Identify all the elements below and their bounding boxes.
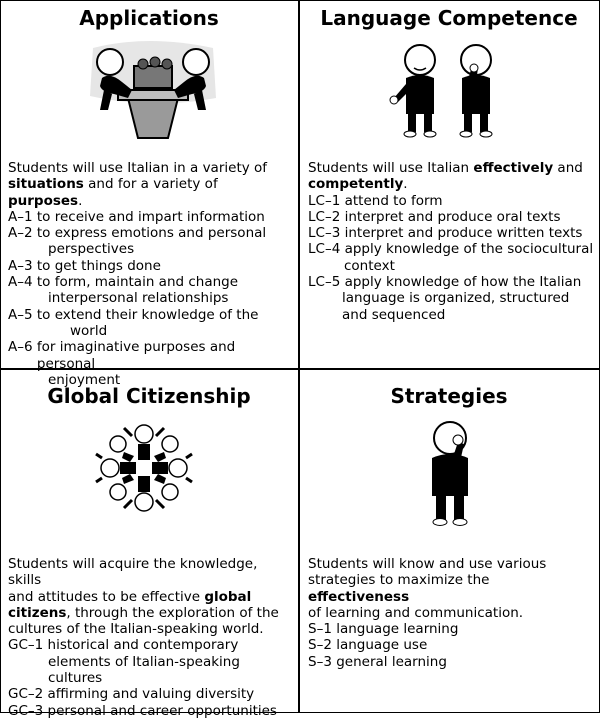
list-item: A–1 to receive and impart information [8, 208, 265, 225]
people-at-table-illustration [88, 38, 218, 146]
list-item: LC–2 interpret and produce oral texts [308, 208, 561, 225]
list-item: GC–1 historical and contemporary [8, 637, 239, 654]
strategies-intro-line2: strategies to maximize the effectiveness [308, 572, 490, 605]
list-item: GC–3 personal and career opportunities [8, 702, 277, 719]
list-item: GC–2 affirming and valuing diversity [8, 686, 255, 703]
list-item-continued: enjoyment [48, 371, 121, 388]
list-item-continued: language is organized, structured [342, 290, 570, 307]
list-item: A–6 for imaginative purposes and personal [8, 339, 236, 372]
list-item-continued: context [344, 257, 395, 274]
list-item: S–2 language use [308, 637, 428, 654]
list-item-continued: perspectives [48, 241, 135, 258]
applications-text [8, 160, 294, 388]
applications-intro: Students will use Italian in a variety of situations and for a variety of purposes. [8, 160, 268, 209]
list-item: LC–3 interpret and produce written texts [308, 225, 583, 242]
global-citizenship-text [8, 556, 294, 719]
global-citizenship-intro-line1: Students will acquire the knowledge, skills [8, 556, 258, 589]
list-item-continued: and sequenced [342, 306, 446, 323]
two-people-talking-illustration [388, 40, 508, 140]
global-citizenship-panel [0, 370, 298, 719]
global-citizenship-intro-line2: and attitudes to be effective global [8, 588, 252, 605]
list-item: S–1 language learning [308, 621, 459, 638]
list-item-continued: interpersonal relationships [48, 290, 229, 307]
list-item: S–3 general learning [308, 653, 447, 670]
strategies-panel [300, 370, 598, 713]
language-competence-intro-line2: competently. [308, 176, 408, 193]
thinking-person-illustration [418, 420, 482, 528]
list-item: A–2 to express emotions and personal [8, 225, 267, 242]
list-item-continued: elements of Italian-speaking cultures [48, 653, 240, 687]
list-item: LC–4 apply knowledge of the sociocultural [308, 241, 594, 258]
list-item: A–4 to form, maintain and change [8, 274, 239, 291]
global-citizenship-intro-line3: citizens, through the exploration of the [8, 604, 279, 621]
global-citizenship-intro-line4: cultures of the Italian-speaking world. [8, 621, 264, 638]
list-item: A–5 to extend their knowledge of the [8, 306, 259, 323]
list-item-continued: world [70, 322, 108, 339]
language-competence-intro: Students will use Italian effectively and [308, 160, 583, 176]
applications-panel [0, 0, 298, 388]
list-item: LC–5 apply knowledge of how the Italian [308, 274, 582, 291]
language-competence-text [308, 160, 594, 323]
strategies-intro-line1: Students will know and use various [308, 556, 547, 572]
strategies-title: Strategies [390, 384, 508, 408]
strategies-intro-line3: of learning and communication. [308, 604, 524, 621]
list-item: LC–1 attend to form [308, 192, 443, 209]
language-competence-panel [300, 0, 598, 368]
strategies-text [308, 556, 594, 670]
people-circle-illustration [94, 418, 194, 518]
list-item: A–3 to get things done [8, 257, 161, 274]
language-competence-title: Language Competence [320, 6, 578, 30]
global-citizenship-title: Global Citizenship [47, 384, 251, 408]
applications-title: Applications [79, 6, 219, 30]
